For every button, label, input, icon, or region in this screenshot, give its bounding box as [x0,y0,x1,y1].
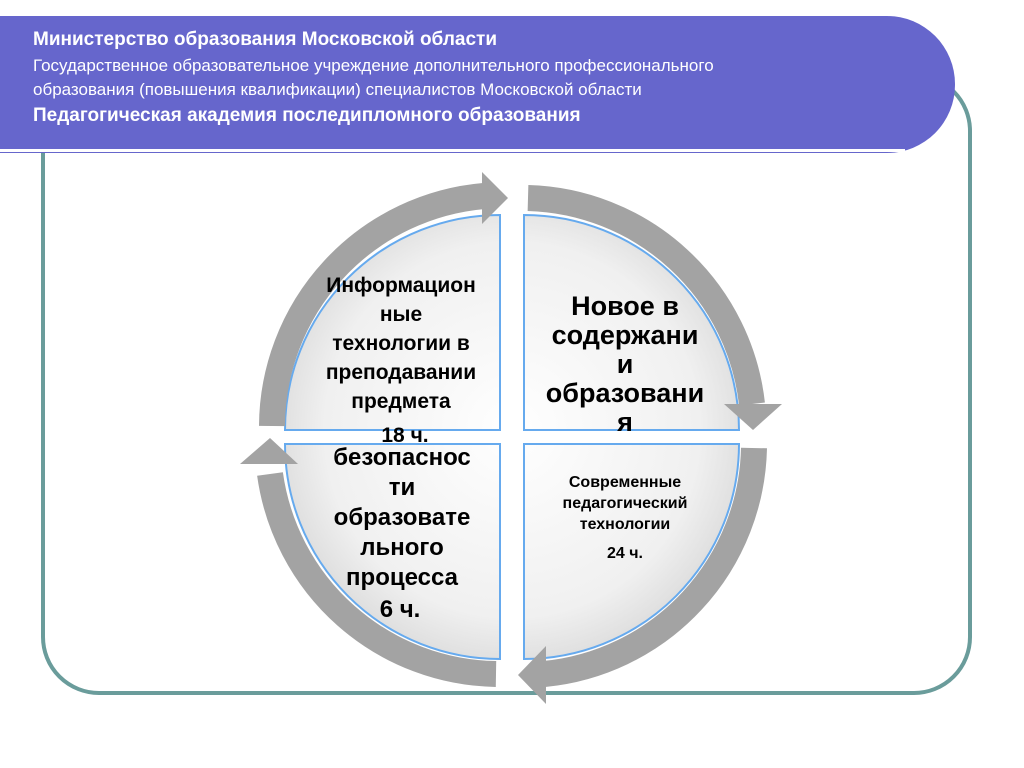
institution-name-line-2: образования (повышения квалификации) специалистов Московской области [33,80,642,99]
topic-it-in-teaching [316,271,486,416]
ministry-title: Министерство образования Московской области [33,29,498,50]
topic-line: предмета [351,390,451,413]
topic-line: ти [388,474,416,501]
topic-modern-pedagogical-technologies [535,472,715,535]
topic-line: педагогический [562,495,688,512]
institution-name-line-1: Государственное образовательное учреждение дополнительного профессионального [33,56,714,75]
hours-modern-pedagogical-technologies: 24 ч. [607,545,643,562]
academy-title: Педагогическая академия последипломного образования [33,105,581,126]
topic-safety-of-education [312,443,492,593]
topic-line: Современные [568,474,682,491]
hours-safety-of-education: 6 ч. [379,596,421,623]
topic-line: содержани [551,320,699,350]
topic-line: технологии в [332,332,470,355]
topic-line: и [616,349,634,379]
topic-new-in-education-content [530,292,720,437]
topic-line: льного [360,534,444,561]
topic-line: я [617,407,633,437]
topic-line: Информацион [326,274,476,297]
topic-line: технологии [579,516,671,533]
topic-line: преподавании [325,361,477,384]
topic-line: Новое в [571,291,679,321]
topic-line: процесса [346,564,458,591]
topic-line: безопаснос [333,444,471,471]
hours-it-in-teaching: 18 ч. [381,424,429,447]
topic-line: образовате [333,504,471,531]
topic-line: ные [379,303,423,326]
topic-line: образовани [545,378,705,408]
arrow-heads [240,172,782,704]
